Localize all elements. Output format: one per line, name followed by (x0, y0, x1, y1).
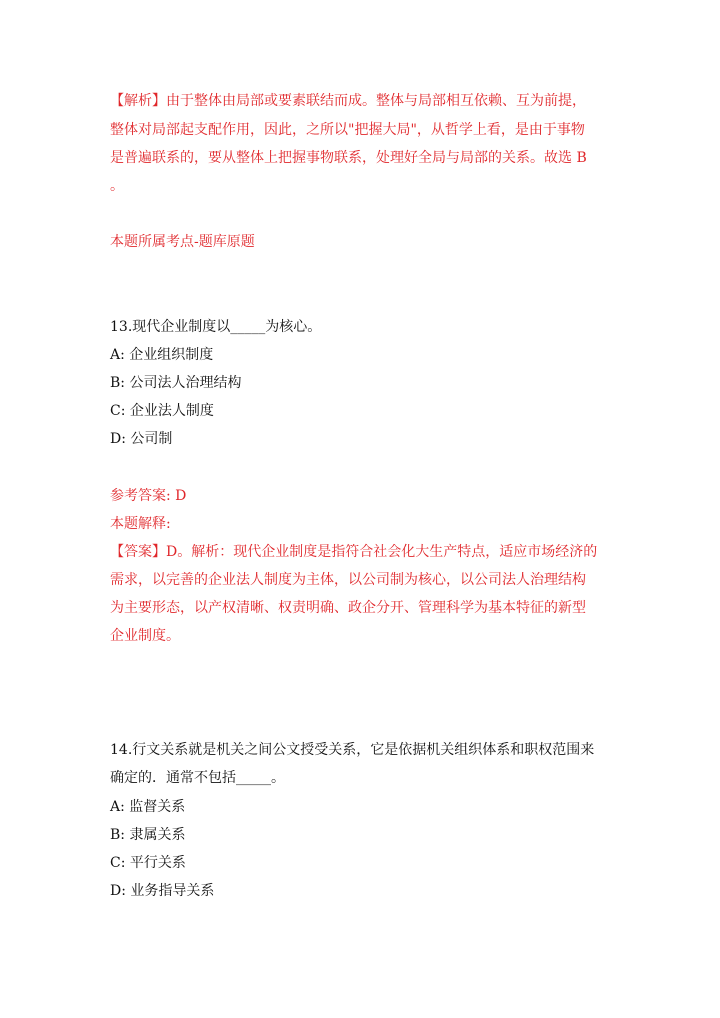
question-13-answer: 参考答案: D (110, 488, 187, 504)
question-13-option-d: D: 公司制 (110, 431, 173, 447)
analysis-line-2: 整体对局部起支配作用，因此，之所以"把握大局"，从哲学上看，是由于事物 (110, 122, 585, 138)
question-14-option-b: B: 隶属关系 (110, 827, 186, 843)
question-13-option-c: C: 企业法人制度 (110, 403, 214, 419)
analysis-line-4: 。 (110, 178, 124, 194)
source-note: 本题所属考点-题库原题 (110, 234, 255, 250)
question-14-option-d: D: 业务指导关系 (110, 883, 215, 899)
question-14-option-a: A: 监督关系 (110, 799, 186, 815)
analysis-line-1: 【解析】由于整体由局部或要素联结而成。整体与局部相互依赖、互为前提， (110, 93, 586, 109)
question-13-explanation-line-3: 为主要形态，以产权清晰、权责明确、政企分开、管理科学为基本特征的新型 (110, 600, 586, 616)
question-13-option-a: A: 企业组织制度 (110, 347, 214, 363)
question-13-explanation-heading: 本题解释: (110, 516, 171, 532)
question-13-option-b: B: 公司法人治理结构 (110, 375, 242, 391)
question-14-stem-line-2: 确定的．通常不包括_____。 (110, 770, 285, 786)
question-13-explanation-line-2: 需求，以完善的企业法人制度为主体，以公司制为核心，以公司法人治理结构 (110, 572, 586, 588)
question-13-explanation-line-1: 【答案】D。解析：现代企业制度是指符合社会化大生产特点，适应市场经济的 (110, 544, 598, 560)
question-14-stem-line-1: 14.行文关系就是机关之间公文授受关系，它是依据机关组织体系和职权范围来 (110, 742, 595, 758)
analysis-line-3: 是普遍联系的，要从整体上把握事物联系，处理好全局与局部的关系。故选 B (110, 150, 587, 166)
question-13-explanation-line-4: 企业制度。 (110, 628, 180, 644)
question-14-option-c: C: 平行关系 (110, 855, 186, 871)
question-13-stem: 13.现代企业制度以_____为核心。 (110, 319, 322, 335)
